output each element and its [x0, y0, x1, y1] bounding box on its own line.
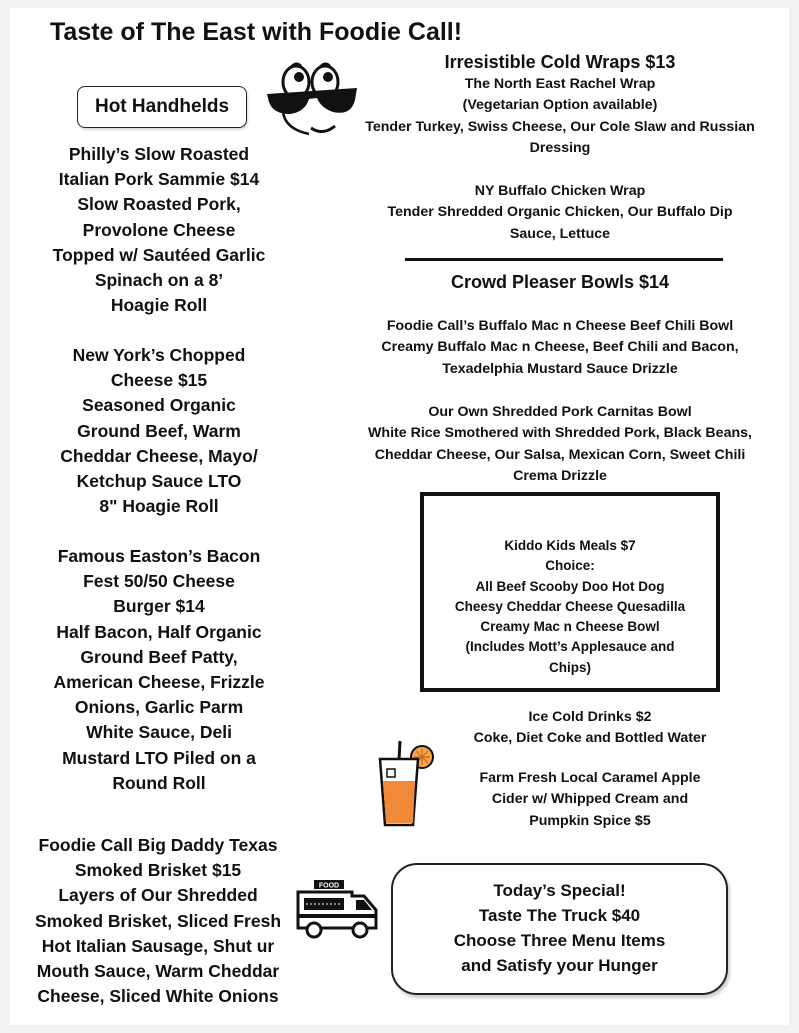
menu-line: Burger $14 — [113, 596, 205, 617]
menu-line: All Beef Scooby Doo Hot Dog — [475, 578, 665, 594]
menu-item-apple-cider — [390, 768, 790, 832]
menu-line: Mustard LTO Piled on a — [62, 747, 256, 768]
menu-line: (Includes Mott’s Applesauce and — [465, 639, 675, 655]
special-line: Choose Three Menu Items — [453, 931, 666, 950]
menu-line: Layers of Our Shredded — [58, 885, 258, 906]
menu-line: New York’s Chopped — [72, 345, 246, 365]
menu-line: Ketchup Sauce LTO — [76, 471, 242, 492]
menu-line: Choice: — [545, 558, 595, 574]
menu-line: White Sauce, Deli — [86, 722, 232, 743]
menu-line: Slow Roasted Pork, — [77, 194, 241, 215]
special-line: and Satisfy your Hunger — [461, 956, 658, 975]
menu-line: Tender Shredded Organic Chicken, Our Buffalo Dip — [387, 204, 733, 221]
menu-line: Topped w/ Sautéed Garlic — [52, 244, 266, 265]
section-divider — [405, 258, 723, 261]
todays-special-box — [391, 863, 728, 995]
menu-line: Hoagie Roll — [110, 295, 208, 316]
menu-line: Provolone Cheese — [82, 219, 236, 240]
menu-line: Cheddar Cheese, Mayo/ — [60, 445, 258, 466]
menu-line: White Rice Smothered with Shredded Pork, Black Beans, — [368, 425, 752, 442]
menu-item-buffalo-wrap — [343, 181, 777, 245]
menu-line: Half Bacon, Half Organic — [56, 621, 262, 642]
menu-line: Fest 50/50 Cheese — [83, 571, 235, 592]
menu-item-bacon-burger — [24, 544, 294, 796]
menu-line: Cheddar Cheese, Our Salsa, Mexican Corn, Sweet Chili — [374, 446, 746, 463]
menu-line: Cheesy Cheddar Cheese Quesadilla — [454, 598, 686, 614]
menu-line: Creamy Buffalo Mac n Cheese, Beef Chili and Bacon, — [381, 339, 739, 356]
menu-line: Italian Pork Sammie $14 — [58, 169, 260, 190]
food-truck-icon — [294, 878, 380, 940]
menu-line: Tender Turkey, Swiss Cheese, Our Cole Slaw and Russian — [365, 118, 755, 135]
todays-special-text — [393, 878, 726, 978]
menu-line: Our Own Shredded Pork Carnitas Bowl — [428, 404, 692, 420]
menu-page — [10, 8, 789, 1025]
menu-line: Coke, Diet Coke and Bottled Water — [473, 730, 707, 747]
menu-line: Pumpkin Spice $5 — [529, 812, 651, 829]
menu-line: Smoked Brisket $15 — [74, 860, 242, 881]
menu-item-rachel-wrap — [343, 74, 777, 159]
menu-line: American Cheese, Frizzle — [53, 672, 265, 693]
menu-item-brisket — [22, 833, 294, 1009]
menu-item-mac-chili-bowl — [343, 316, 777, 380]
menu-line: Sauce, Lettuce — [509, 225, 611, 242]
menu-line: Cheese $15 — [110, 370, 208, 391]
hot-handhelds-label: Hot Handhelds — [94, 96, 230, 117]
menu-line: Cider w/ Whipped Cream and — [491, 791, 689, 808]
menu-item-carnitas-bowl — [343, 402, 777, 487]
menu-line: Dressing — [529, 139, 591, 156]
special-line: Taste The Truck $40 — [478, 906, 641, 925]
menu-item-chopped-cheese — [24, 343, 294, 519]
menu-item-philly — [24, 142, 294, 318]
iced-drink-icon — [372, 739, 434, 829]
menu-line: Seasoned Organic — [82, 395, 236, 416]
menu-line: Mouth Sauce, Warm Cheddar — [36, 961, 280, 982]
menu-line: Hot Italian Sausage, Shut ur — [41, 935, 275, 956]
menu-item-cold-drinks — [390, 707, 790, 750]
menu-line: Ice Cold Drinks $2 — [528, 709, 652, 725]
menu-line: Crema Drizzle — [513, 467, 607, 484]
truck-sign-text: FOOD — [318, 882, 340, 890]
menu-line: NY Buffalo Chicken Wrap — [474, 183, 646, 199]
menu-line: Foodie Call Big Daddy Texas — [38, 835, 278, 855]
menu-line: Kiddo Kids Meals $7 — [504, 538, 636, 553]
menu-line: Foodie Call’s Buffalo Mac n Cheese Beef Chili Bowl — [386, 318, 734, 334]
menu-line: Famous Easton’s Bacon — [57, 546, 261, 566]
menu-line: Smoked Brisket, Sliced Fresh — [34, 910, 282, 931]
menu-line: The North East Rachel Wrap — [464, 76, 656, 92]
hot-handhelds-badge — [77, 86, 247, 128]
menu-line: Round Roll — [112, 772, 206, 793]
menu-line: (Vegetarian Option available) — [462, 97, 658, 114]
menu-line: Spinach on a 8’ — [94, 270, 224, 291]
menu-line: Ground Beef, Warm — [77, 420, 241, 441]
bowls-heading: Crowd Pleaser Bowls $14 — [450, 272, 670, 292]
cold-wraps-heading: Irresistible Cold Wraps $13 — [444, 52, 676, 72]
kids-meals-box — [420, 492, 720, 692]
menu-line: Texadelphia Mustard Sauce Drizzle — [442, 360, 678, 377]
kids-meals-text — [424, 536, 716, 678]
menu-line: Ground Beef Patty, — [80, 646, 238, 667]
menu-line: Creamy Mac n Cheese Bowl — [480, 619, 660, 635]
special-line: Today’s Special! — [493, 881, 626, 900]
page-title: Taste of The East with Foodie Call! — [50, 18, 463, 46]
menu-line: Cheese, Sliced White Onions — [37, 986, 279, 1007]
menu-line: 8" Hoagie Roll — [99, 496, 219, 517]
menu-line: Chips) — [549, 659, 591, 675]
menu-line: Farm Fresh Local Caramel Apple — [479, 770, 701, 786]
menu-line: Onions, Garlic Parm — [74, 697, 244, 718]
menu-line: Philly’s Slow Roasted — [68, 144, 250, 164]
